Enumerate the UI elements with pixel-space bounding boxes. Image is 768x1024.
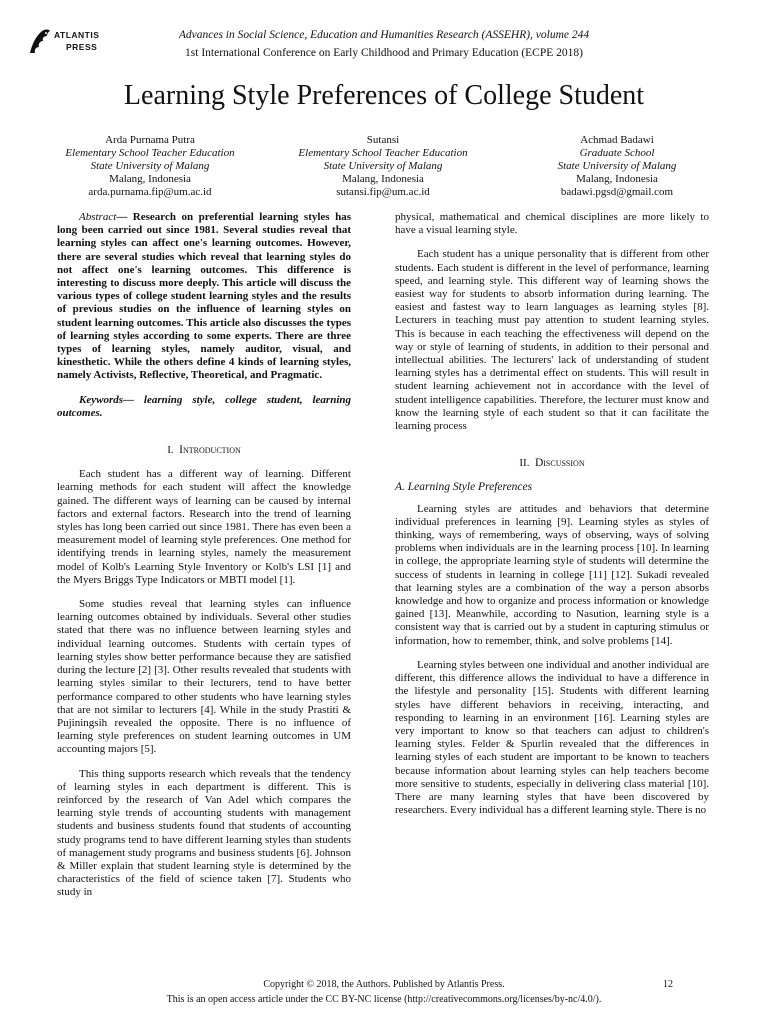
section-number: I. xyxy=(167,444,174,457)
author-name: Achmad Badawi xyxy=(580,134,654,146)
paragraph: Each student has a different way of learning. Different learning methods for each student will affect the knowledge gained. The different ways of learning can be caused by internal factors and external factors. Research into the trend of learning styles has long been carried out since 1981. There has even been a measurement model of learning style preferences. One method for identifying trends in learning styles, namely the measurement model of Kolb's Learning Style Inventory or Kolb's LSI [1] and the Myers Briggs Type Indicators or MBTI model [1]. xyxy=(57,468,351,586)
keywords-text: learning style, college student, learning outcomes. xyxy=(57,393,351,419)
paragraph: This thing supports research which reveals that the tendency of learning styles in each department is different. This is reinforced by the research of Van Adel which compares the learning style trends of accounting students with management students and business students found that students of accounting study programs tend to have different learning styles than students of management study programs and business students [6]. Johnson & Miller explain that student learning style is determined by the characteristics of the field of science taken [7]. Students who study in xyxy=(57,767,351,899)
author-name: Sutansi xyxy=(366,134,400,146)
author-email: badawi.pgsd@gmail.com xyxy=(560,186,674,198)
paragraph-continuation: physical, mathematical and chemical disciplines are more likely to have a visual learning style. xyxy=(395,211,709,237)
license-notice: This is an open access article under the CC BY-NC license (http://creativecommons.org/licenses/by-nc/4.0/). xyxy=(166,994,602,1005)
author-city: Malang, Indonesia xyxy=(109,173,191,185)
author-department: Graduate School xyxy=(579,147,655,159)
subsection-heading: A. Learning Style Preferences xyxy=(395,481,533,494)
section-number: II. xyxy=(519,457,530,470)
author-email: arda.purnama.fip@um.ac.id xyxy=(88,186,212,198)
author-email: sutansi.fip@um.ac.id xyxy=(336,186,430,198)
page-title: Learning Style Preferences of College Student xyxy=(123,80,645,111)
section-title: Discussion xyxy=(534,457,585,470)
paragraph: Learning styles are attitudes and behaviors that determine individual preferences in learning [9]. Learning styles as styles of thinking, ways of remembering, ways of observing, ways of solving problems when individuals are in the learning process [10]. In learning in college, the appropriate learning style of students will determine the success of students in learning in college [11] [12]. Sukadi revealed that learning styles are a combination of the way a person absorbs knowledge and how to organize and process information or knowledge gained [13]. Meanwhile, according to Nasution, learning style is a consistent way that is carried out by a student in capturing stimulus or information, how to remember, think, and solve problems [14]. xyxy=(395,502,709,647)
page-number: 12 xyxy=(663,979,673,990)
abstract-text: Research on preferential learning styles has long been carried out since 1981. Several studies reveal that learning styles can affect one's learning outcomes. However, there are several studies which reveal that learning styles do not affect one's learning outcomes. This difference is interesting to discuss more deeply. This article will discuss the various types of college student learning styles and the results of previous studies on the influence of learning styles on student learning outcomes. This article also discusses the types of learning styles according to some experts. There are three types of learning styles, namely auditor, visual, and kinesthetic. While the others define 4 kinds of learning styles, namely Activists, Reflective, Theoretical, and Pragmatic. xyxy=(57,211,351,382)
author-block xyxy=(50,134,250,199)
section-title: Introduction xyxy=(179,444,241,457)
abstract-label: Abstract xyxy=(79,211,117,223)
publisher-name-line1: ATLANTIS xyxy=(54,30,100,40)
author-name: Arda Purnama Putra xyxy=(105,134,195,146)
right-column xyxy=(395,211,709,828)
keywords-label: Keywords— xyxy=(79,393,134,406)
author-department: Elementary School Teacher Education xyxy=(298,147,468,159)
copyright-notice: Copyright © 2018, the Authors. Published by Atlantis Press. xyxy=(263,979,505,990)
abstract xyxy=(57,211,351,383)
paragraph: Some studies reveal that learning styles can influence learning outcomes obtained by individuals. Several other studies stated that there was no influence between learning styles and individual learning outcomes. Students with certain types of learning styles show better performance because they are satisfied during the lecture [2] [3]. Other results revealed that students with learning styles similar to their lecturers, tend to have better performance compared to other students who have learning styles that are not similar to lecturers [4]. While in the study Prastiti & Pujiningsih revealed the opposite. There is no influence of learning style preferences on student learning outcomes in UM accounting majors [5]. xyxy=(57,598,351,756)
paragraph: Learning styles between one individual and another individual are different, this difference allows the individual to have a difference in the lifestyle and personality [15]. Students with different learning styles have different behaviors in receiving, interacting, and responding to learning in an environment [16]. Learning styles are very important to know so that teachers can adjust to children's learning styles. Felder & Spurlin revealed that the differences in learning styles of each student are important to be known to teachers because information about learning styles can help teachers become more sensitive to students, especially in delivering class material [10]. There are many learning styles that have been discovered by researchers. Every individual has a different learning style. There is no xyxy=(395,658,709,817)
keywords xyxy=(57,394,351,420)
paragraph: Each student has a unique personality that is different from other students. Each student is different in the level of performance, learning speed, and learning style. This different way of learning shows the easiest way for students to absorb information during learning. The easiest and fastest way to learn languages as learning styles [8]. Lecturers in teaching must pay attention to student learning styles. This is because in each teaching the effectiveness will depend on the way or style of learning of students, in addition to their personal and intellectual abilities. The lecturers' lack of understanding of student learning styles has a detrimental effect on students. This will result in student learning achievement not in accordance with the level of student intelligence capabilities. Therefore, the lecturer must know and know the learning style of each student so that it can facilitate the learning process xyxy=(395,248,709,433)
left-column xyxy=(57,211,351,911)
author-university: State University of Malang xyxy=(323,160,443,172)
conference-header: 1st International Conference on Early Childhood and Primary Education (ECPE 2018) xyxy=(185,47,583,59)
abstract-dash: — xyxy=(116,211,128,223)
author-university: State University of Malang xyxy=(557,160,677,172)
author-city: Malang, Indonesia xyxy=(342,173,424,185)
author-block xyxy=(517,134,717,199)
author-block xyxy=(283,134,483,199)
section-heading-discussion xyxy=(395,457,709,470)
author-department: Elementary School Teacher Education xyxy=(65,147,235,159)
author-city: Malang, Indonesia xyxy=(576,173,658,185)
publisher-name-line2: PRESS xyxy=(66,42,98,52)
journal-header: Advances in Social Science, Education and Humanities Research (ASSEHR), volume 244 xyxy=(178,29,590,41)
section-heading-introduction xyxy=(57,444,351,457)
author-university: State University of Malang xyxy=(90,160,210,172)
